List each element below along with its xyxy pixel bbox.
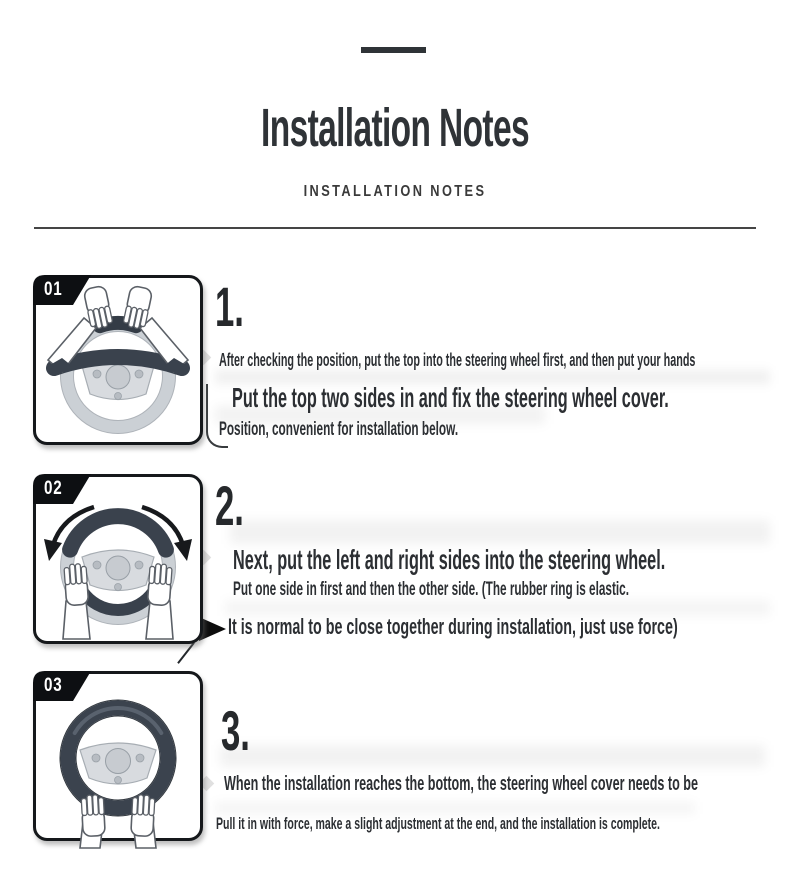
step2-number-badge [33,474,95,504]
step2-illustration-box [33,474,203,644]
step1-line1: After checking the position, put the top into the steering wheel first, and then put your hands [219,350,696,370]
step3-badge-label: 03 [44,675,63,696]
step3-number: 3. [221,699,250,762]
step2-line1: Next, put the left and right sides into the steering wheel. [233,544,666,575]
photo-artifact [230,520,770,544]
step1-illustration-box [33,275,203,445]
header-dash-rule [361,47,426,53]
step3-line2: Pull it in with force, make a slight adjustment at the end, and the installation is complete. [216,814,660,833]
step2-number: 2. [215,474,244,537]
photo-artifact [220,745,765,767]
section-divider [34,227,756,229]
step2-line3: It is normal to be close together during installation, just use force) [228,614,678,639]
step2-badge-label: 02 [44,478,63,499]
step1-badge-label: 01 [44,279,63,300]
step3-illustration-box [33,671,203,841]
step2-line2: Put one side in first and then the other side. (The rubber ring is elastic. [233,579,630,600]
step1-number: 1. [215,275,244,338]
page-subtitle: INSTALLATION NOTES [303,183,487,200]
page-title: Installation Notes [261,98,529,158]
step1-line3: Position, convenient for installation below. [219,419,459,440]
step3-line1: When the installation reaches the bottom, the steering wheel cover needs to be [224,773,698,795]
step1-number-badge [33,275,95,305]
black-arrow-icon [199,617,226,641]
step3-number-badge [33,671,95,701]
photo-artifact [215,802,695,814]
step1-line2: Put the top two sides in and fix the steering wheel cover. [232,382,669,413]
black-arrow-tail [177,642,195,664]
